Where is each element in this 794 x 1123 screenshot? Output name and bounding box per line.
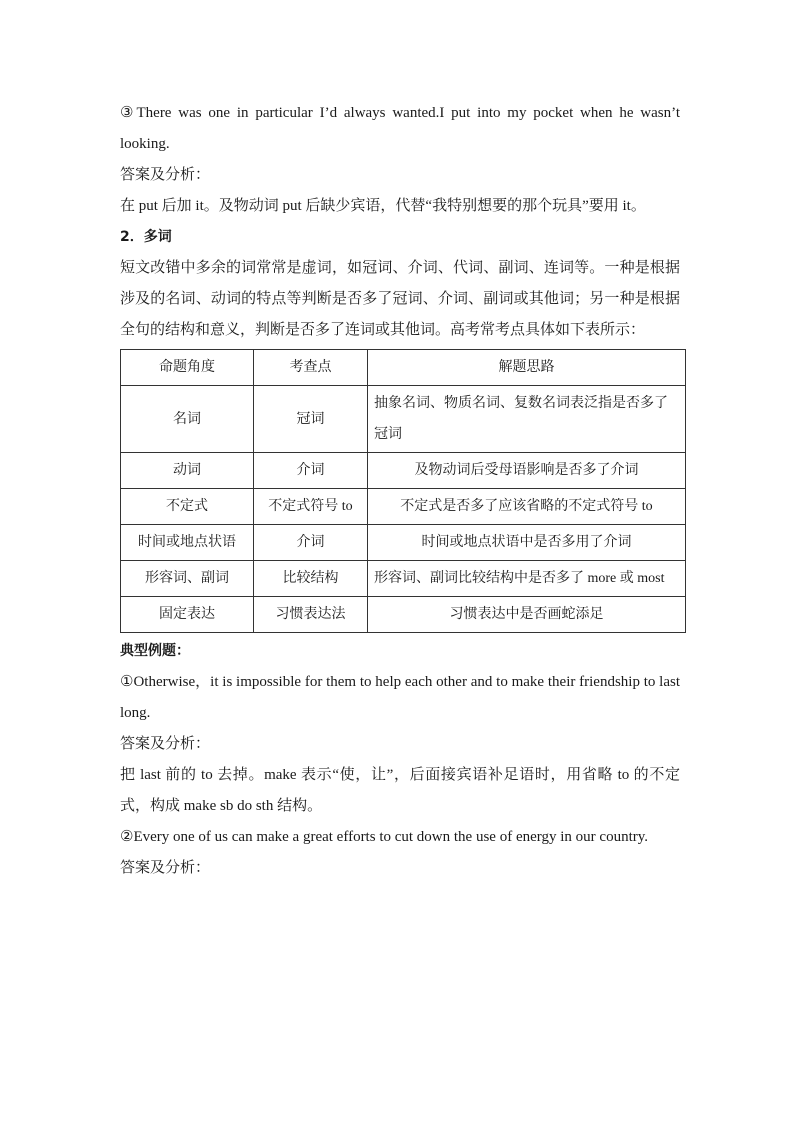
table-row (121, 386, 686, 453)
section-intro: 短文改错中多余的词常常是虚词，如冠词、介词、代词、副词、连词等。一种是根据涉及的名词、动词的特点等判断是否多了冠词、介词、副词或其他词；另一种是根据全句的结构和意义，判断是否多了连词或其他词。高考常考点具体如下表所示： (120, 260, 680, 338)
answer-text: 把 last 前的 to 去掉。make 表示“使，让”，后面接宾语补足语时，用省略 to 的不定式，构成 make sb do sth 结构。 (120, 767, 680, 814)
table-cell: 介词 (254, 525, 368, 561)
table-cell: 不定式 (121, 489, 254, 525)
table-row (121, 453, 686, 489)
table-row (121, 561, 686, 597)
table-cell: 形容词、副词比较结构中是否多了 more 或 most (368, 561, 686, 597)
table-cell: 抽象名词、物质名词、复数名词表泛指是否多了冠词 (368, 386, 686, 453)
table-cell: 比较结构 (254, 561, 368, 597)
example-sentence-2: ②Every one of us can make a great efforts to cut down the use of energy in our country. (120, 829, 649, 845)
document-page (120, 98, 680, 884)
section-heading: 2．多词 (120, 229, 172, 245)
table-cell: 冠词 (254, 386, 368, 453)
answer-label: 答案及分析： (120, 736, 211, 752)
table-cell: 时间或地点状语 (121, 525, 254, 561)
answer-label: 答案及分析： (120, 860, 211, 876)
table-header-cell: 解题思路 (368, 350, 686, 386)
table-row (121, 597, 686, 633)
table-cell: 固定表达 (121, 597, 254, 633)
table-row (121, 525, 686, 561)
table-cell: 介词 (254, 453, 368, 489)
table-cell: 习惯表达法 (254, 597, 368, 633)
table-cell: 名词 (121, 386, 254, 453)
table-cell: 时间或地点状语中是否多用了介词 (368, 525, 686, 561)
example-sentence-1: ①Otherwise，it is impossible for them to help each other and to make their friendship to last long. (120, 674, 680, 721)
table-header-row (121, 350, 686, 386)
table-cell: 形容词、副词 (121, 561, 254, 597)
test-points-table (120, 349, 686, 633)
table-header-cell: 考查点 (254, 350, 368, 386)
table-cell: 动词 (121, 453, 254, 489)
answer-text: 在 put 后加 it。及物动词 put 后缺少宾语，代替“我特别想要的那个玩具”要用 it。 (120, 198, 646, 214)
table-header-cell: 命题角度 (121, 350, 254, 386)
example-sentence-3: ③There was one in particular I’d always wanted.I put into my pocket when he wasn’t looking. (120, 105, 680, 152)
table-cell: 习惯表达中是否画蛇添足 (368, 597, 686, 633)
examples-heading: 典型例题： (120, 643, 190, 659)
table-cell: 不定式是否多了应该省略的不定式符号 to (368, 489, 686, 525)
answer-label: 答案及分析： (120, 167, 211, 183)
table-cell: 不定式符号 to (254, 489, 368, 525)
table-cell: 及物动词后受母语影响是否多了介词 (368, 453, 686, 489)
table-row (121, 489, 686, 525)
